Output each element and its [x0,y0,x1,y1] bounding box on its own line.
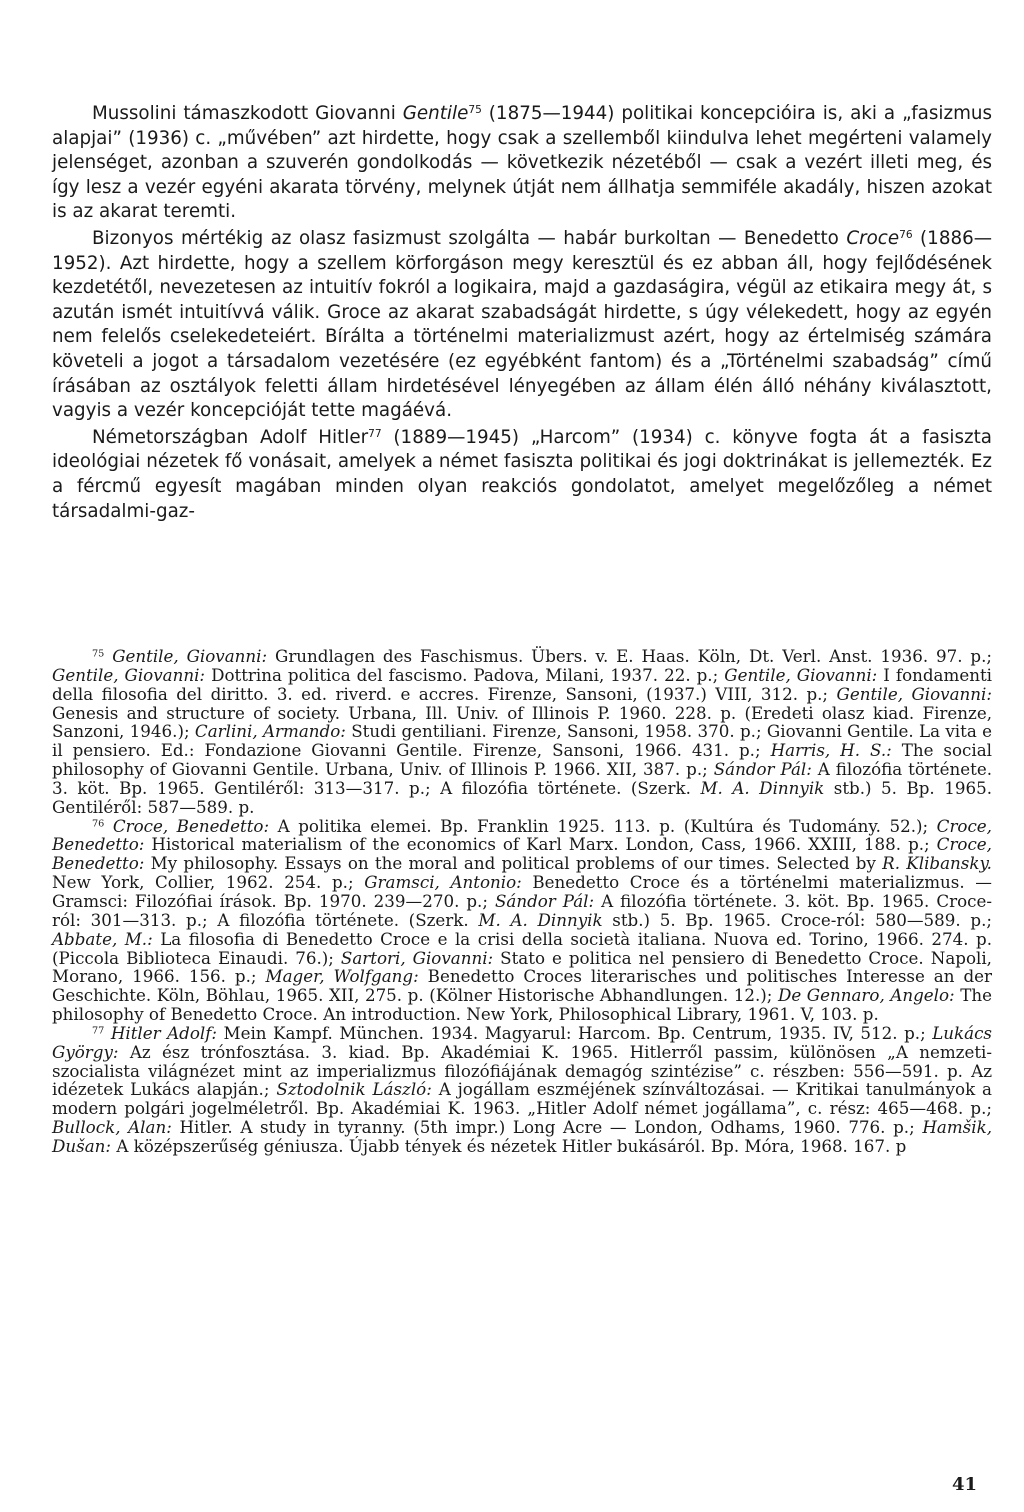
footnote-author: Gentile, Giovanni: [724,664,878,685]
footnote-author: Bullock, Alan: [52,1117,172,1138]
footnote-text: stb.) 5. Bp. 1965. Croce-ról: 580—589. p.; [602,909,992,930]
footnote-text: The philosophy of Benedetto Croce. An introduction. New York, Philosophical Library, 1961. V, 103. p. [52,985,992,1025]
paragraph-text: Bizonyos mértékig az olasz fasizmust szolgálta — habár burkoltan — Benedetto [92,227,847,249]
footnote-76 [52,817,992,1024]
footnote-ref-75[interactable]: 75 [468,103,482,117]
footnote-text: Hitler. A study in tyranny. (5th impr.) Long Acre — London, Odhams, 1960. 776. p.; [171,1117,923,1138]
footnote-author: Carlini, Armando: [194,721,346,742]
footnotes [52,647,992,1156]
footnote-ref-76[interactable]: 76 [899,228,913,242]
footnote-text: Studi gentiliani. Firenze, Sansoni, 1958. 370. p.; Giovanni Gentile. La vita e il pensiero. Ed.: Fondazione Giovanni Gentile. Firenze, Sansoni, 1966. 431. p.; [52,721,992,761]
footnote-text: Stato e politica nel pensiero di Benedetto Croce. Napoli, Morano, 1966. 156. p.; [52,947,992,987]
footnote-text: Genesis and structure of society. Urbana, Ill. Univ. of Illinois P. 1960. 228. p. (Eredeti olasz kiad. Firenze, Sanzoni, 1946.); [52,702,992,742]
paragraph-mussolini [52,102,992,225]
paragraph-croce [52,227,992,424]
footnote-author: Gentile, Giovanni: [836,683,992,704]
paragraph-text: Németországban Adolf Hitler [92,426,369,448]
page-number: 41 [952,1474,978,1495]
footnote-number: 77 [92,1025,105,1037]
footnote-author: Gentile, Giovanni: [112,646,268,666]
footnote-text: New York, Collier, 1962. 254. p.; [52,872,365,893]
footnote-author: Hitler Adolf: [110,1022,218,1043]
footnote-number: 76 [92,818,105,830]
footnote-text: A politika elemei. Bp. Franklin 1925. 113. p. (Kultúra és Tudomány. 52.); [269,815,937,836]
paragraph-text: Mussolini támaszkodott Giovanni [92,103,403,124]
footnote-text: A filozófia története. 3. köt. Bp. 1965. Gentiléről: 313—317. p.; A filozófia története. (Szerk. [52,759,992,798]
footnote-text: Mein Kampf. München. 1934. Magyarul: Harcom. Bp. Centrum, 1935. IV, 512. p.; [217,1022,933,1043]
footnote-author: Sartori, Giovanni: [340,947,494,968]
footnote-text: Benedetto Croces literarisches und politisches Interesse an der Geschichte. Köln, Böhlau, 1965. XII, 275. p. (Kölner Historische Abhandlungen. 12.); [52,966,992,1006]
footnote-number: 75 [92,648,105,660]
paragraph-text: (1889—1945) „Harcom” (1934) c. könyve fogta át a fasiszta ideológiai nézetek fő vonásait, amelyek a német fasiszta politikai és jogi doktrinákat is jellemezték. Ez a fércmű egyesít magában minden olyan reakciós gondolatot, amelyet megelőzőleg a német társadalmi-gaz- [52,426,992,522]
footnote-text: Benedetto Croce és a történelmi materializmus. — Gramsci: Filozófiai írások. Bp. 1970. 239—270. p.; [52,872,992,911]
footnote-author: Gramsci, Antonio: [364,872,522,893]
footnote-author: Croce, Benedetto: [52,815,992,855]
footnote-author: Croce, Benedetto: [52,834,992,874]
footnote-75 [52,647,992,817]
footnote-77 [52,1024,992,1156]
footnote-author: Lukács György: [52,1022,992,1062]
footnote-text: stb.) 5. Bp. 1965. Gentiléről: 587—589. p. [52,777,992,817]
footnote-author: Mager, Wolfgang: [265,966,419,987]
footnote-author: Abbate, M.: [52,928,153,949]
footnote-author: Sztodolnik László: [276,1079,432,1100]
footnote-author: M. A. Dinnyik [700,777,825,798]
footnote-text: Grundlagen des Faschismus. Übers. v. E. Haas. Köln, Dt. Verl. Anst. 1936. 97. p.; [267,646,992,666]
footnote-text: A filozófia története. 3. köt. Bp. 1965. Croce-ról: 301—313. p.; A filozófia története. (Szerk. [52,890,992,930]
footnote-text: Dottrina politica del fascismo. Padova, Milani, 1937. 22. p.; [205,664,725,685]
footnote-text: The social philosophy of Giovanni Gentile. Urbana, Univ. of Illinois P. 1966. XII, 387. p.; [52,740,993,780]
footnote-author: R. Klibansky. [882,853,992,874]
footnote-author: M. A. Dinnyik [478,909,603,930]
footnote-text: My philosophy. Essays on the moral and political problems of our times. Selected by [144,853,883,874]
footnote-text: Historical materialism of the economics of Karl Marx. London, Cass, 1966. XXIII, 188. p.; [144,834,937,855]
author-name-gentile: Gentile [402,103,469,124]
paragraph-text: (1886—1952). Azt hirdette, hogy a szellem körforgáson megy keresztül és ez abban áll, hogy fejlődésének kezdetétől, nevezetesen az intuitív fokról a logikaira, majd a gazdaságira, végül az etikaira megy át, s azután ismét intuitívvá válik. Groce az akarat szabadságát hirdette, s úgy vélekedett, hogy az egyén nem felelős cselekedeteiért. Bírálta a történelmi materializmust azért, hogy az értelmiség számára követeli a jogot a társadalom vezetésére (ez egyébként fantom) és a „Történelmi szabadság” című írásában az osztályok feletti állam hirdetésével lényegében az állam élén álló néhány kiválasztott, vagyis a vezér koncepcióját tette magáévá. [52,227,992,422]
footnote-text: Az ész trónfosztása. 3. kiad. Bp. Akadémiai K. 1965. Hitlerről passim, különösen „A nemzeti-szocialista világnézet mint az imperializmus filozófiájának demagóg szintézise” c. részben: 556—591. p. Az idézetek Lukács alapján.; [52,1041,992,1100]
footnote-text: A jogállam eszméjének színváltozásai. — Kritikai tanulmányok a modern polgári jogelméletről. Bp. Akadémiai K. 1963. „Hitler Adolf német jogállama”, c. rész: 465—468. p.; [52,1079,993,1119]
author-name-croce: Croce [846,227,900,249]
footnote-text: A középszerűség géniusza. Újabb tények és nézetek Hitler bukásáról. Bp. Móra, 1968. 167. p [111,1135,907,1156]
footnote-text: I fondamenti della filosofia del diritto. 3. ed. riverd. e accres. Firenze, Sansoni, (1937.) VIII, 312. p.; [52,664,992,704]
paragraph-hitler [52,426,992,524]
footnote-author: Gentile, Giovanni: [52,664,206,685]
footnote-ref-77[interactable]: 77 [368,426,382,440]
footnote-author: Sándor Pál: [494,890,595,911]
footnote-author: Croce, Benedetto: [112,815,270,836]
main-text [52,102,992,526]
footnote-author: De Gennaro, Angelo: [777,985,955,1006]
footnote-author: Hamšik, Dušan: [52,1117,993,1156]
footnote-author: Harris, H. S.: [770,740,892,761]
footnote-text: La filosofia di Benedetto Croce e la crisi della società italiana. Nuova ed. Torino, 1966. 274. p. (Piccola Biblioteca Einaudi. 76.); [52,928,992,968]
footnote-author: Sándor Pál: [713,759,812,780]
paragraph-text: (1875—1944) politikai koncepcióira is, aki a „fasizmus alapjai” (1936) c. „művében” azt hirdette, hogy csak a szellemből kiindulva lehet megérteni valamely jelenséget, azonban a szuverén gondolkodás — következik nézetéből — csak a vezért illeti meg, és így lesz a vezér egyéni akarata törvény, melynek útját nem állhatja semmiféle akadály, hiszen azokat is az akarat teremti. [52,103,992,223]
